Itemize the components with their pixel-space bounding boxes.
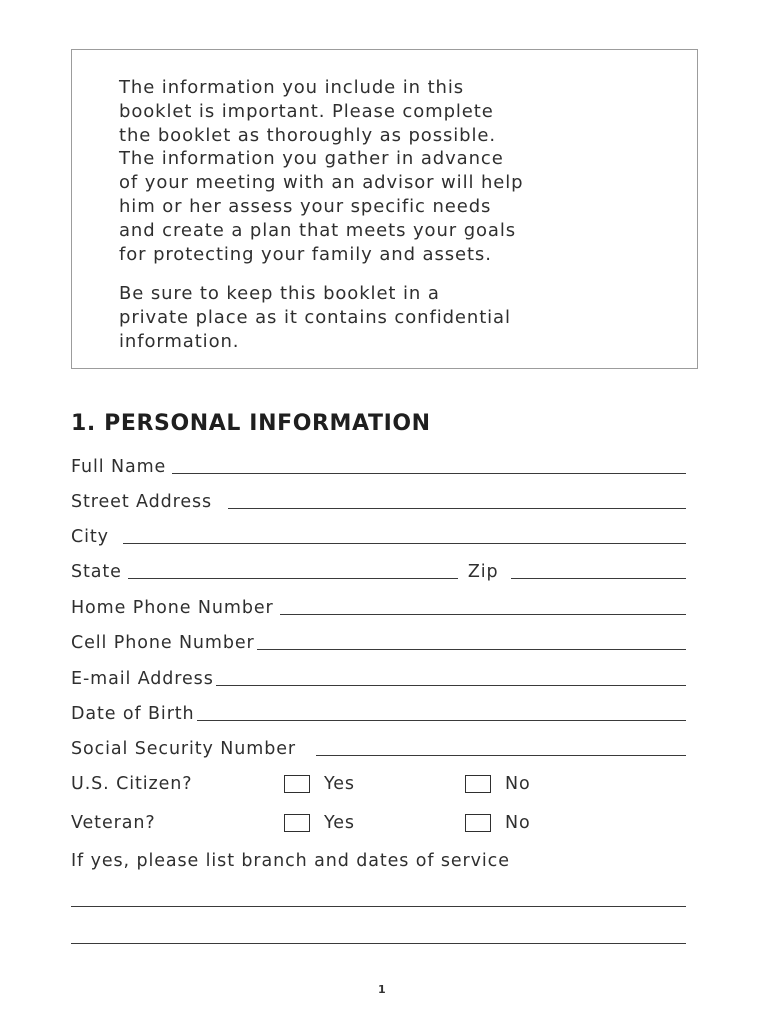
- email-label: E-mail Address: [71, 669, 214, 689]
- veteran-label: Veteran?: [71, 813, 156, 833]
- intro-line: The information you include in this: [119, 77, 465, 98]
- full-name-field[interactable]: [172, 473, 686, 474]
- ssn-row: [71, 735, 686, 759]
- dob-field[interactable]: [197, 720, 686, 721]
- section-title: 1. PERSONAL INFORMATION: [71, 411, 431, 436]
- citizen-yes-label: Yes: [324, 774, 355, 794]
- citizen-yes-option[interactable]: [284, 774, 355, 794]
- citizen-row: [71, 774, 686, 798]
- cell-phone-label: Cell Phone Number: [71, 633, 255, 653]
- intro-paragraph-2: [119, 282, 667, 353]
- zip-label: Zip: [467, 562, 499, 582]
- service-answer-line-1[interactable]: [71, 906, 686, 907]
- city-label: City: [71, 527, 109, 547]
- home-phone-label: Home Phone Number: [71, 598, 274, 618]
- home-phone-row: [71, 594, 686, 618]
- street-address-label: Street Address: [71, 492, 213, 512]
- full-name-row: [71, 453, 686, 477]
- intro-line: information.: [119, 330, 240, 352]
- city-field[interactable]: [123, 543, 686, 544]
- intro-line: for protecting your family and assets.: [119, 243, 492, 265]
- email-field[interactable]: [216, 685, 686, 686]
- cell-phone-row: [71, 629, 686, 653]
- intro-line: Be sure to keep this booklet in a: [119, 283, 440, 305]
- service-prompt: If yes, please list branch and dates of service: [71, 851, 510, 871]
- veteran-no-option[interactable]: [465, 813, 531, 833]
- intro-line: booklet is important. Please complete: [119, 100, 494, 122]
- veteran-yes-option[interactable]: [284, 813, 355, 833]
- intro-line: private place as it contains confidential: [119, 307, 511, 329]
- ssn-field[interactable]: [316, 755, 686, 756]
- email-row: [71, 665, 686, 689]
- full-name-label: Full Name: [71, 457, 167, 477]
- state-field[interactable]: [128, 578, 458, 579]
- street-address-field[interactable]: [228, 508, 686, 509]
- city-row: [71, 523, 686, 547]
- intro-box: [71, 49, 698, 369]
- ssn-label: Social Security Number: [71, 739, 296, 759]
- citizen-no-option[interactable]: [465, 774, 531, 794]
- state-zip-row: [71, 558, 686, 582]
- state-label: State: [71, 562, 122, 582]
- veteran-no-checkbox[interactable]: [465, 814, 491, 832]
- intro-line: of your meeting with an advisor will help: [119, 172, 524, 194]
- citizen-label: U.S. Citizen?: [71, 774, 193, 794]
- citizen-no-checkbox[interactable]: [465, 775, 491, 793]
- intro-paragraph-1: [119, 76, 667, 266]
- cell-phone-field[interactable]: [257, 649, 686, 650]
- service-answer-line-2[interactable]: [71, 943, 686, 944]
- home-phone-field[interactable]: [280, 614, 686, 615]
- dob-row: [71, 700, 686, 724]
- zip-field[interactable]: [511, 578, 687, 579]
- citizen-yes-checkbox[interactable]: [284, 775, 310, 793]
- veteran-yes-checkbox[interactable]: [284, 814, 310, 832]
- intro-line: the booklet as thoroughly as possible.: [119, 124, 496, 146]
- dob-label: Date of Birth: [71, 704, 195, 724]
- intro-line: him or her assess your specific needs: [119, 195, 492, 217]
- street-address-row: [71, 488, 686, 512]
- intro-line: The information you gather in advance: [119, 148, 504, 170]
- intro-line: and create a plan that meets your goals: [119, 219, 517, 241]
- veteran-row: [71, 813, 686, 837]
- page-number: 1: [378, 983, 386, 996]
- citizen-no-label: No: [505, 774, 531, 794]
- veteran-no-label: No: [505, 813, 531, 833]
- veteran-yes-label: Yes: [324, 813, 355, 833]
